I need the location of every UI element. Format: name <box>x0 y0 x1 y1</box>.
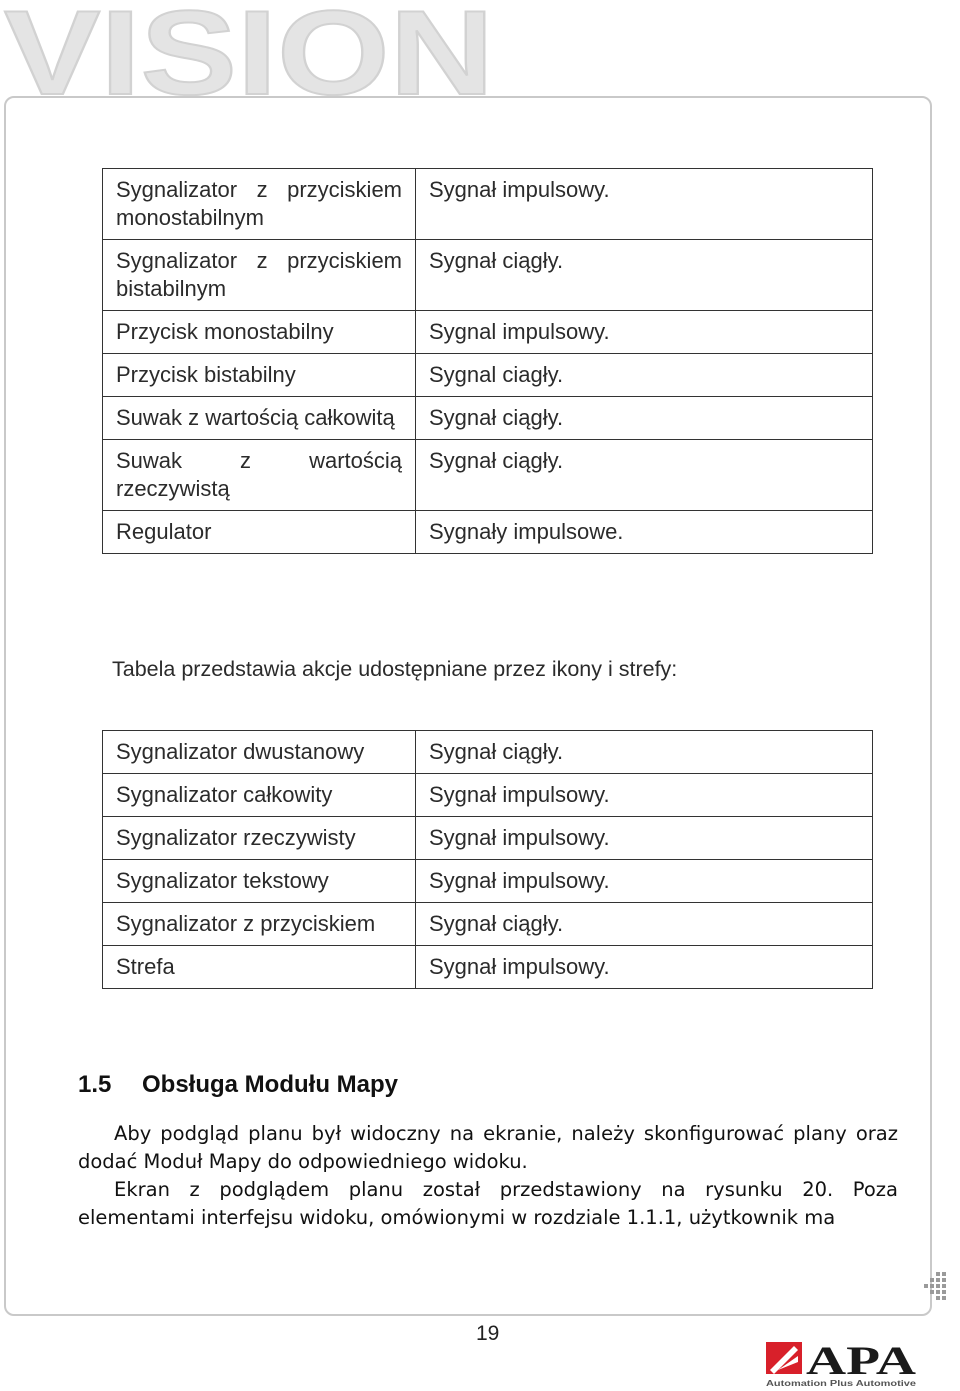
table-row <box>103 397 873 440</box>
section-number: 1.5 <box>78 1071 112 1098</box>
table-row <box>103 440 873 511</box>
apa-logo <box>764 1336 920 1388</box>
table-row <box>103 774 873 817</box>
table-cell-name: Sygnalizator z przyciskiem monostabilnym <box>103 169 416 240</box>
table-row <box>103 946 873 989</box>
table-cell-signal: Sygnał ciągły. <box>416 903 873 946</box>
table-cell-name: Suwak z wartością rzeczywistą <box>103 440 416 511</box>
page-number: 19 <box>476 1322 500 1345</box>
table-cell-signal: Sygnał impulsowy. <box>416 860 873 903</box>
table-cell-name: Sygnalizator z przyciskiem <box>103 903 416 946</box>
table-cell-name: Sygnalizator dwustanowy <box>103 731 416 774</box>
table-caption: Tabela przedstawia akcje udostępniane przez ikony i strefy: <box>112 657 678 681</box>
apa-logo-tagline: Automation Plus Automotive <box>766 1379 917 1388</box>
table-cell-signal: Sygnał impulsowy. <box>416 817 873 860</box>
table-cell-name: Przycisk bistabilny <box>103 354 416 397</box>
table-row <box>103 860 873 903</box>
table-cell-signal: Sygnał ciągły. <box>416 397 873 440</box>
section-title: Obsługa Modułu Mapy <box>142 1071 398 1098</box>
table-row <box>103 240 873 311</box>
table-cell-name: Sygnalizator z przyciskiem bistabilnym <box>103 240 416 311</box>
actions-table-indicators <box>102 730 873 989</box>
actions-table-controls <box>102 168 873 554</box>
vision-logo <box>0 0 520 100</box>
section-heading <box>78 1071 398 1099</box>
table-cell-signal: Sygnal impulsowy. <box>416 311 873 354</box>
table-row <box>103 354 873 397</box>
table-row <box>103 311 873 354</box>
table-cell-name: Suwak z wartością całkowitą <box>103 397 416 440</box>
table-cell-name: Sygnalizator tekstowy <box>103 860 416 903</box>
apa-logo-brand: APA <box>806 1338 917 1383</box>
paragraph: Ekran z podglądem planu został przedstawiony na rysunku 20. Poza elementami interfejsu widoku, omówionymi w rozdziale 1.1.1, użytkownik ma <box>78 1178 898 1229</box>
table-cell-name: Regulator <box>103 511 416 554</box>
table-cell-signal: Sygnały impulsowe. <box>416 511 873 554</box>
vision-logo-text: VISION <box>4 0 494 100</box>
table-cell-signal: Sygnał impulsowy. <box>416 946 873 989</box>
table-cell-signal: Sygnał impulsowy. <box>416 169 873 240</box>
paragraph: Aby podgląd planu był widoczny na ekranie, należy skonfigurować plany oraz dodać Moduł Mapy do odpowiedniego widoku. <box>78 1122 898 1173</box>
table-row <box>103 903 873 946</box>
table-cell-signal: Sygnal ciagły. <box>416 354 873 397</box>
table-cell-name: Strefa <box>103 946 416 989</box>
table-row <box>103 511 873 554</box>
table-cell-name: Sygnalizator rzeczywisty <box>103 817 416 860</box>
table-cell-name: Przycisk monostabilny <box>103 311 416 354</box>
table-cell-name: Sygnalizator całkowity <box>103 774 416 817</box>
corner-decoration-icon <box>912 1268 952 1318</box>
table-row <box>103 169 873 240</box>
table-cell-signal: Sygnał impulsowy. <box>416 774 873 817</box>
table-cell-signal: Sygnał ciągły. <box>416 240 873 311</box>
table-cell-signal: Sygnał ciągły. <box>416 731 873 774</box>
table-row <box>103 731 873 774</box>
table-cell-signal: Sygnał ciągły. <box>416 440 873 511</box>
table-row <box>103 817 873 860</box>
